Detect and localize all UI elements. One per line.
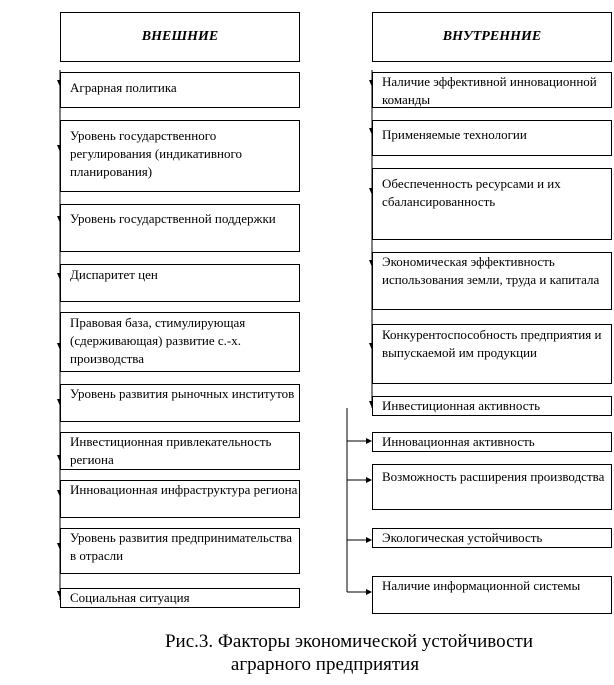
- external-factor-label: Диспаритет цен: [70, 267, 158, 282]
- internal-factors-header: [372, 12, 612, 62]
- external-factor-box: [60, 204, 300, 252]
- external-factor-box: [60, 120, 300, 192]
- internal-factor-box: [372, 252, 612, 310]
- external-factor-box: [60, 588, 300, 608]
- internal-subfactor-box: [372, 576, 612, 614]
- internal-factor-box: [372, 72, 612, 108]
- external-factor-box: [60, 264, 300, 302]
- figure-caption-text: аграрного предприятия: [230, 654, 420, 675]
- internal-factor-box: [372, 396, 612, 416]
- external-factor-label: Уровень государственного регулирования (индикативного планирования): [70, 128, 242, 179]
- internal-factor-label: Конкурентоспособность предприятия и выпускаемой им продукции: [382, 327, 602, 360]
- external-factor-label: Уровень развития рыночных институтов: [70, 386, 295, 401]
- internal-factor-box: [372, 168, 612, 240]
- internal-subfactor-box: [372, 464, 612, 510]
- external-factor-box: [60, 432, 300, 470]
- external-factor-label: Инновационная инфраструктура региона: [70, 482, 298, 497]
- internal-subfactor-label: Возможность расширения производства: [382, 469, 605, 484]
- internal-factor-box: [372, 120, 612, 156]
- internal-subfactor-box: [372, 432, 612, 452]
- figure-caption-line1: [0, 630, 614, 654]
- external-factor-label: Уровень государственной поддержки: [70, 211, 276, 226]
- external-factor-label: Аграрная политика: [70, 80, 177, 95]
- internal-subfactor-label: Экологическая устойчивость: [382, 530, 543, 545]
- internal-subfactor-label: Инновационная активность: [382, 434, 535, 449]
- external-factor-label: Уровень развития предпринимательства в отрасли: [70, 530, 293, 563]
- internal-factor-label: Наличие эффективной инновационной команды: [382, 74, 597, 107]
- external-factors-header: [60, 12, 300, 62]
- external-factor-box: [60, 528, 300, 574]
- internal-factors-title: ВНУТРЕННИЕ: [442, 29, 542, 44]
- external-factor-box: [60, 480, 300, 518]
- external-factor-label: Социальная ситуация: [70, 590, 190, 605]
- figure-caption-line2: [0, 653, 614, 677]
- internal-subfactor-box: [372, 528, 612, 548]
- external-factor-label: Правовая база, стимулирующая (сдерживающая) развитие с.-х. производства: [70, 315, 246, 366]
- external-factor-box: [60, 384, 300, 422]
- internal-factor-label: Применяемые технологии: [382, 127, 527, 142]
- internal-factor-box: [372, 324, 612, 384]
- figure-caption-text: Рис.3. Факторы экономической устойчивости: [164, 631, 533, 652]
- internal-subfactor-label: Наличие информационной системы: [382, 578, 581, 593]
- internal-factor-label: Экономическая эффективность использования земли, труда и капитала: [382, 254, 600, 287]
- internal-factor-label: Обеспеченность ресурсами и их сбалансированность: [382, 176, 561, 209]
- external-factor-label: Инвестиционная привлекательность региона: [70, 434, 272, 467]
- external-factor-box: [60, 312, 300, 372]
- internal-factor-label: Инвестиционная активность: [382, 398, 541, 413]
- external-factor-box: [60, 72, 300, 108]
- external-factors-title: ВНЕШНИЕ: [141, 29, 219, 44]
